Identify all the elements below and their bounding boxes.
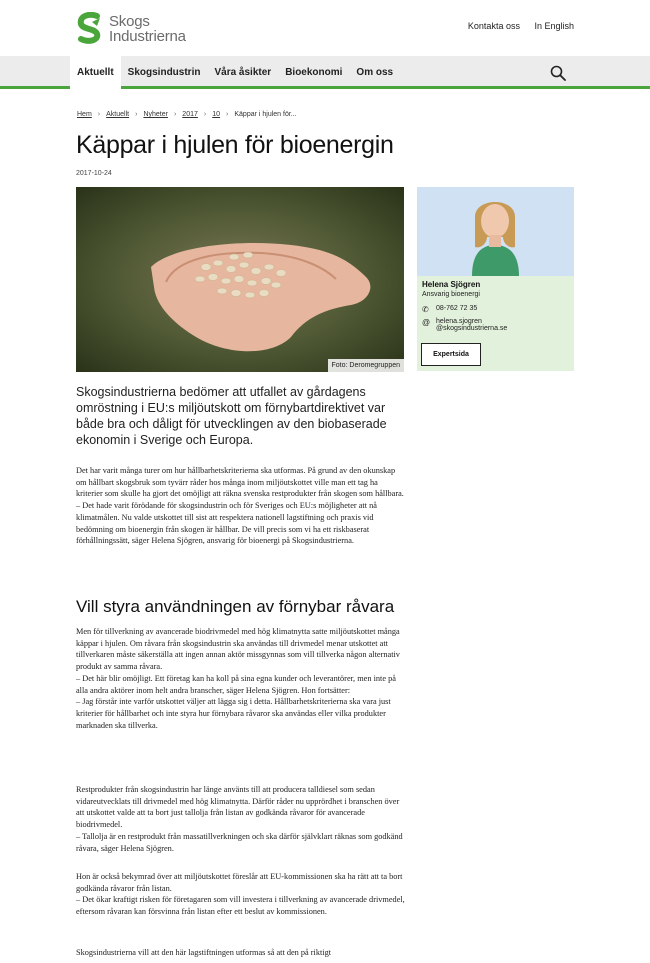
person-portrait-image — [417, 187, 574, 276]
logo-icon — [75, 12, 105, 44]
breadcrumb-current: Käppar i hjulen för... — [234, 111, 297, 118]
nav-item-aktuellt[interactable]: Aktuellt — [70, 56, 121, 89]
search-icon[interactable] — [550, 65, 566, 81]
logo-wordmark: Skogs Industrierna — [109, 13, 186, 45]
article-subheading: Vill styra användningen av förnybar råvara — [76, 597, 395, 616]
article-paragraph: Skogsindustrierna vill att den här lagstiftningen utformas så att den på riktigt — [76, 948, 332, 957]
nav-item-skogsindustrin[interactable]: Skogsindustrin — [127, 67, 201, 78]
contact-phone-row — [422, 305, 477, 314]
breadcrumb-nyheter[interactable]: Nyheter — [143, 111, 168, 118]
contact-link[interactable]: Kontakta oss — [467, 21, 520, 31]
chevron-right-icon: › — [135, 111, 138, 118]
article-paragraph: Men för tillverkning av avancerade biodrivmedel med hög klimatnytta satte miljöutskottet många käppar i hjulen. Om råvara från skogsindustrin ska användas till drivmedel menar utskottet att tillverkaren måste säkerställa att ingen annan aktör missgynnas som vill tillverka någon alternativ produkt av samma råvara. – Det här blir omöjligt. Ett företag kan ha koll på sina egna kunder och leverantörer, men inte på alla andra aktörer inom helt andra branscher, säger Helena Sjögren. Hon fortsätter: – Jag förstår inte varför utskottet väljer att lägga sig i detta. Hållbarhetskriterierna ska vara just kriterier för hållbarhet och inte styra hur förnybara råvaror ska användas eller vilka produkter marknaden ska tillverka. — [76, 627, 400, 730]
breadcrumb-aktuellt[interactable]: Aktuellt — [106, 111, 130, 118]
phone-icon: ✆ — [422, 305, 429, 314]
contact-email-row — [422, 318, 507, 332]
nav-item-vara-asikter[interactable]: Våra åsikter — [214, 67, 272, 78]
nav-item-bioekonomi[interactable]: Bioekonomi — [285, 67, 343, 78]
breadcrumb-year[interactable]: 2017 — [182, 111, 198, 118]
at-icon: @ — [422, 318, 431, 327]
contact-name: Helena Sjögren — [422, 280, 481, 289]
chevron-right-icon: › — [173, 111, 177, 118]
site-logo[interactable] — [75, 12, 195, 44]
contact-role: Ansvarig bioenergi — [422, 291, 480, 298]
chevron-right-icon: › — [226, 111, 229, 118]
hero-image — [76, 187, 404, 372]
expert-page-button[interactable]: Expertsida — [421, 343, 481, 366]
contact-phone[interactable]: 08-762 72 35 — [436, 305, 478, 312]
chevron-right-icon: › — [203, 111, 207, 118]
contact-photo — [417, 187, 574, 276]
chevron-right-icon: › — [97, 111, 101, 118]
main-nav — [0, 56, 650, 89]
article-paragraph: Det har varit många turer om hur hållbarhetskriterierna ska utformas. På grund av den okunskap om hållbart skogsbruk som tyvärr råder hos många inom miljöutskottet ville man ett tag ha kriterier som skulle ha gjort det omöjligt att räkna svenska restprodukter från skogen som hållbara. – Det hade varit förödande för skogsindustrin och för Sveriges och EU:s möjligheter att nå klimatmålen. Nu valde utskottet till sist att respektera nationell lagstiftning och praxis vid bedömning om bioenergin från skogen är hållbar. De vill precis som vi ha ett riskbaserat förhållningssätt, säger Helena Sjögren, ansvarig för bioenergi på Skogsindustrierna. — [76, 466, 404, 546]
article-lead: Skogsindustrierna bedömer att utfallet av gårdagens omröstning i EU:s miljöutskott om förnybartdirektivet var både bra och dåligt för utvecklingen av den biobaserade ekonomin i Sverige och Europa. — [76, 385, 387, 447]
hands-with-pellets-image — [76, 187, 404, 372]
nav-item-om-oss[interactable]: Om oss — [356, 67, 394, 78]
breadcrumb — [77, 111, 297, 118]
breadcrumb-hem[interactable]: Hem — [77, 111, 92, 118]
article-date: 2017-10-24 — [76, 170, 112, 177]
article-paragraph: Restprodukter från skogsindustrin har länge använts till att producera talldiesel som sedan vidareutvecklats till drivmedel med hög klimatnytta. Därför råder nu upprördhet i branschen över att utskottet valde att ta bort just tallolja från listan av godkända råvaror för avancerade biodrivmedel. – Tallolja är en restprodukt från massatillverkningen och ska därför självklart räknas som godkänd råvara, säger Helena Sjögren. — [76, 785, 403, 853]
article-paragraph: Hon är också bekymrad över att miljöutskottet föreslår att EU-kommissionen ska ha rätt att ta bort godkända råvaror från listan. – Det ökar kraftigt risken för företagaren som vill investera i tillverkning av avancerade drivmedel, eftersom råvaran kan försvinna från listan efter ett beslut av kommissionen. — [76, 872, 405, 917]
contact-email[interactable]: helena.sjogren @skogsindustrierna.se — [436, 318, 508, 332]
english-link[interactable]: In English — [534, 21, 574, 31]
page-title: Käppar i hjulen för bioenergin — [76, 131, 394, 159]
top-links — [456, 21, 574, 31]
breadcrumb-month[interactable]: 10 — [212, 111, 221, 118]
image-caption: Foto: Deromegruppen — [328, 359, 404, 372]
site-header — [0, 0, 650, 56]
